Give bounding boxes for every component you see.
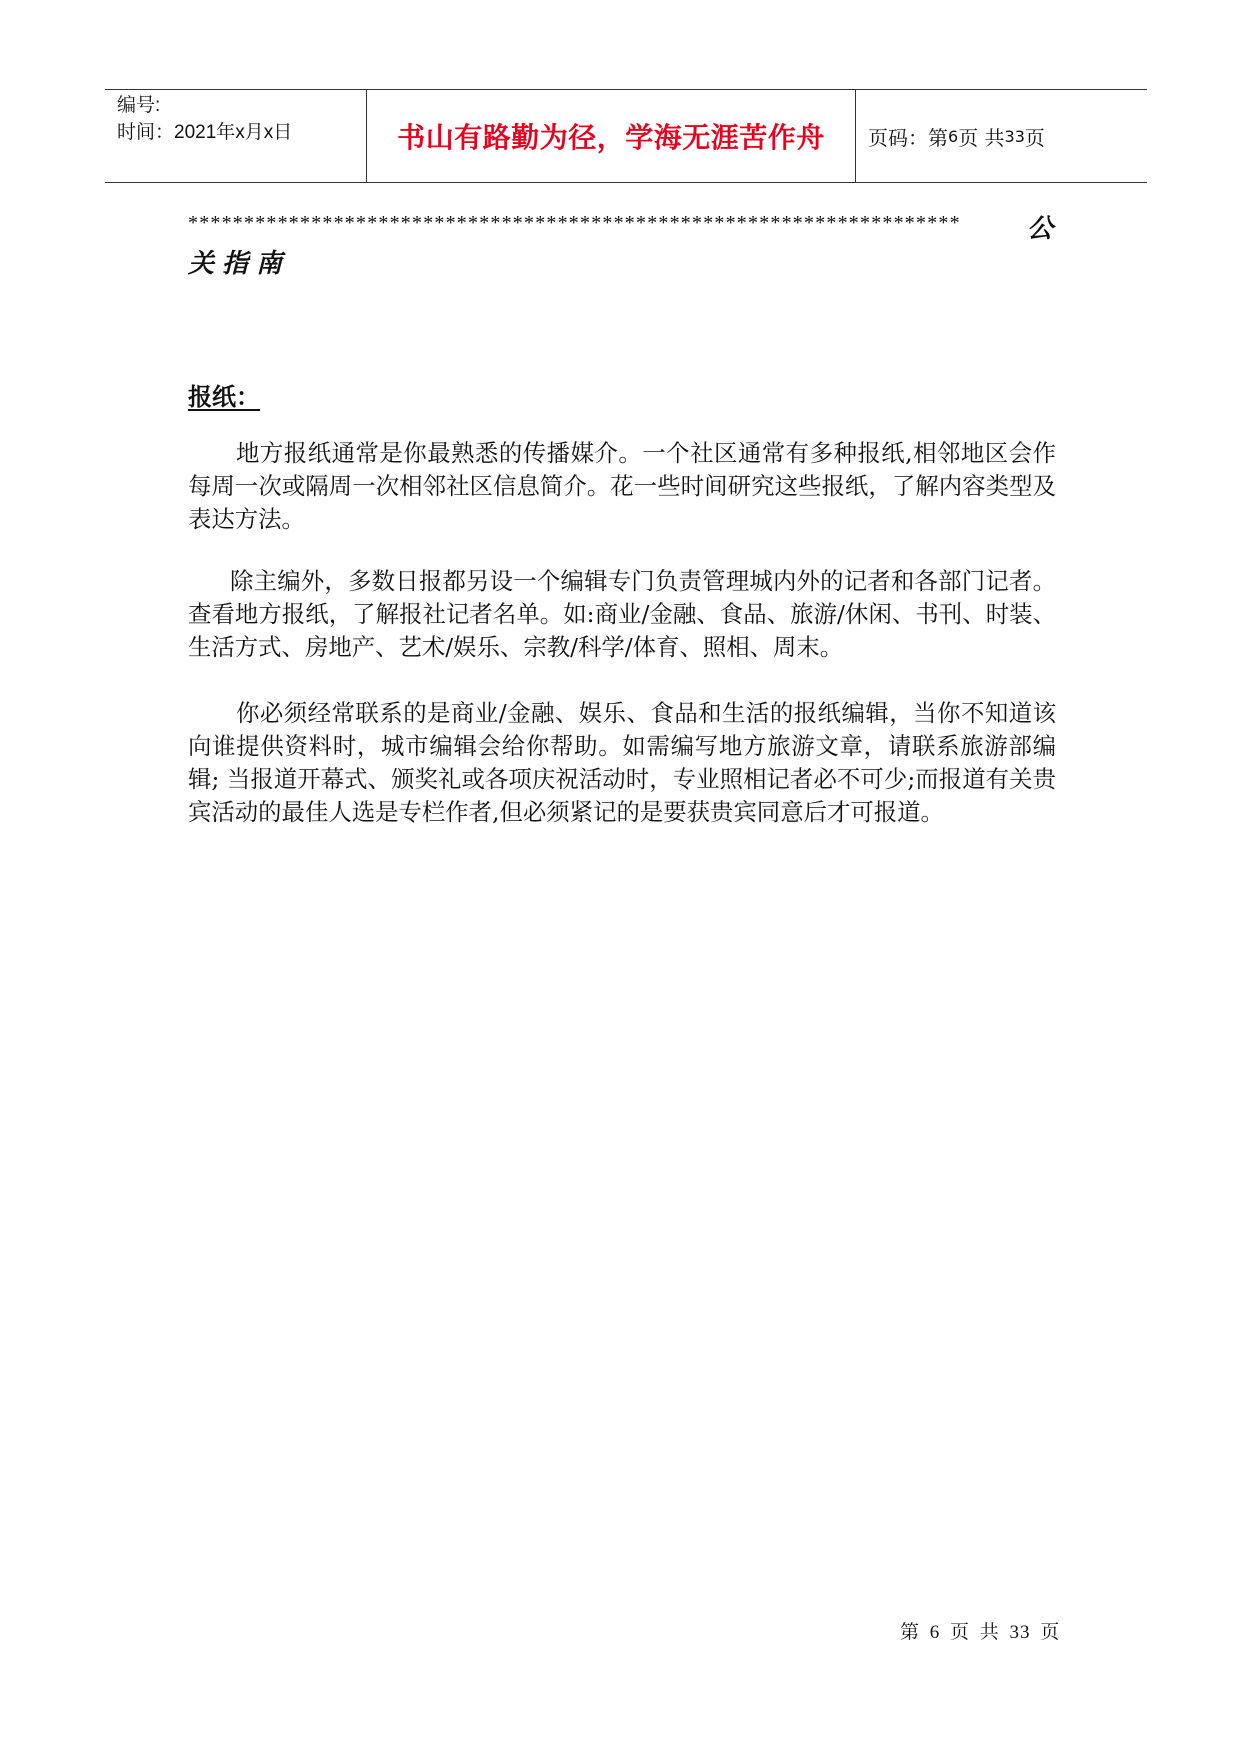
document-title-rest: 关指南 — [188, 249, 291, 279]
paragraph-3: 你必须经常联系的是商业/金融、娱乐、食品和生活的报纸编辑，当你不知道该向谁提供资料时，城市编辑会给你帮助。如需编写地方旅游文章，请联系旅游部编辑; 当报道开幕式、颁奖礼或各项庆祝活动时，专业照相记者必不可少;而报道有关贵宾活动的最佳人选是专栏作者,但必须紧记的是要获贵宾同意后才可报道。 — [188, 699, 1056, 826]
stars-divider: ********************************************************************* — [188, 212, 961, 234]
header-motto: 书山有路勤为径，学海无涯苦作舟 — [367, 90, 856, 182]
page-total: 33 — [1004, 126, 1025, 146]
header-page-number — [856, 90, 1147, 182]
document-title-first-char: 公 — [1027, 214, 1054, 244]
page-footer: 第 6 页 共 33 页 — [900, 1622, 1061, 1643]
section-title: 报纸： — [188, 383, 260, 411]
paragraph-1: 地方报纸通常是你最熟悉的传播媒介。一个社区通常有多种报纸,相邻地区会作每周一次或隔周一次相邻社区信息简介。花一些时间研究这些报纸，了解内容类型及表达方法。 — [188, 439, 1056, 533]
header-info — [105, 90, 367, 182]
paragraph-2: 除主编外，多数日报都另设一个编辑专门负责管理城内外的记者和各部门记者。查看地方报纸，了解报社记者名单。如:商业/金融、食品、旅游/休闲、书刊、时装、生活方式、房地产、艺术/娱乐、宗教/科学/体育、照相、周末。 — [188, 567, 1056, 661]
document-time-label: 时间：2021年x月x日 — [117, 122, 293, 143]
document-number-label: 编号: — [117, 95, 161, 116]
page-label-mid: 页 共 — [958, 125, 1005, 150]
page-header — [105, 89, 1147, 183]
page-current: 6 — [948, 126, 959, 146]
page-label-suffix: 页 — [1024, 125, 1045, 150]
page-label-prefix: 页码：第 — [868, 125, 948, 150]
